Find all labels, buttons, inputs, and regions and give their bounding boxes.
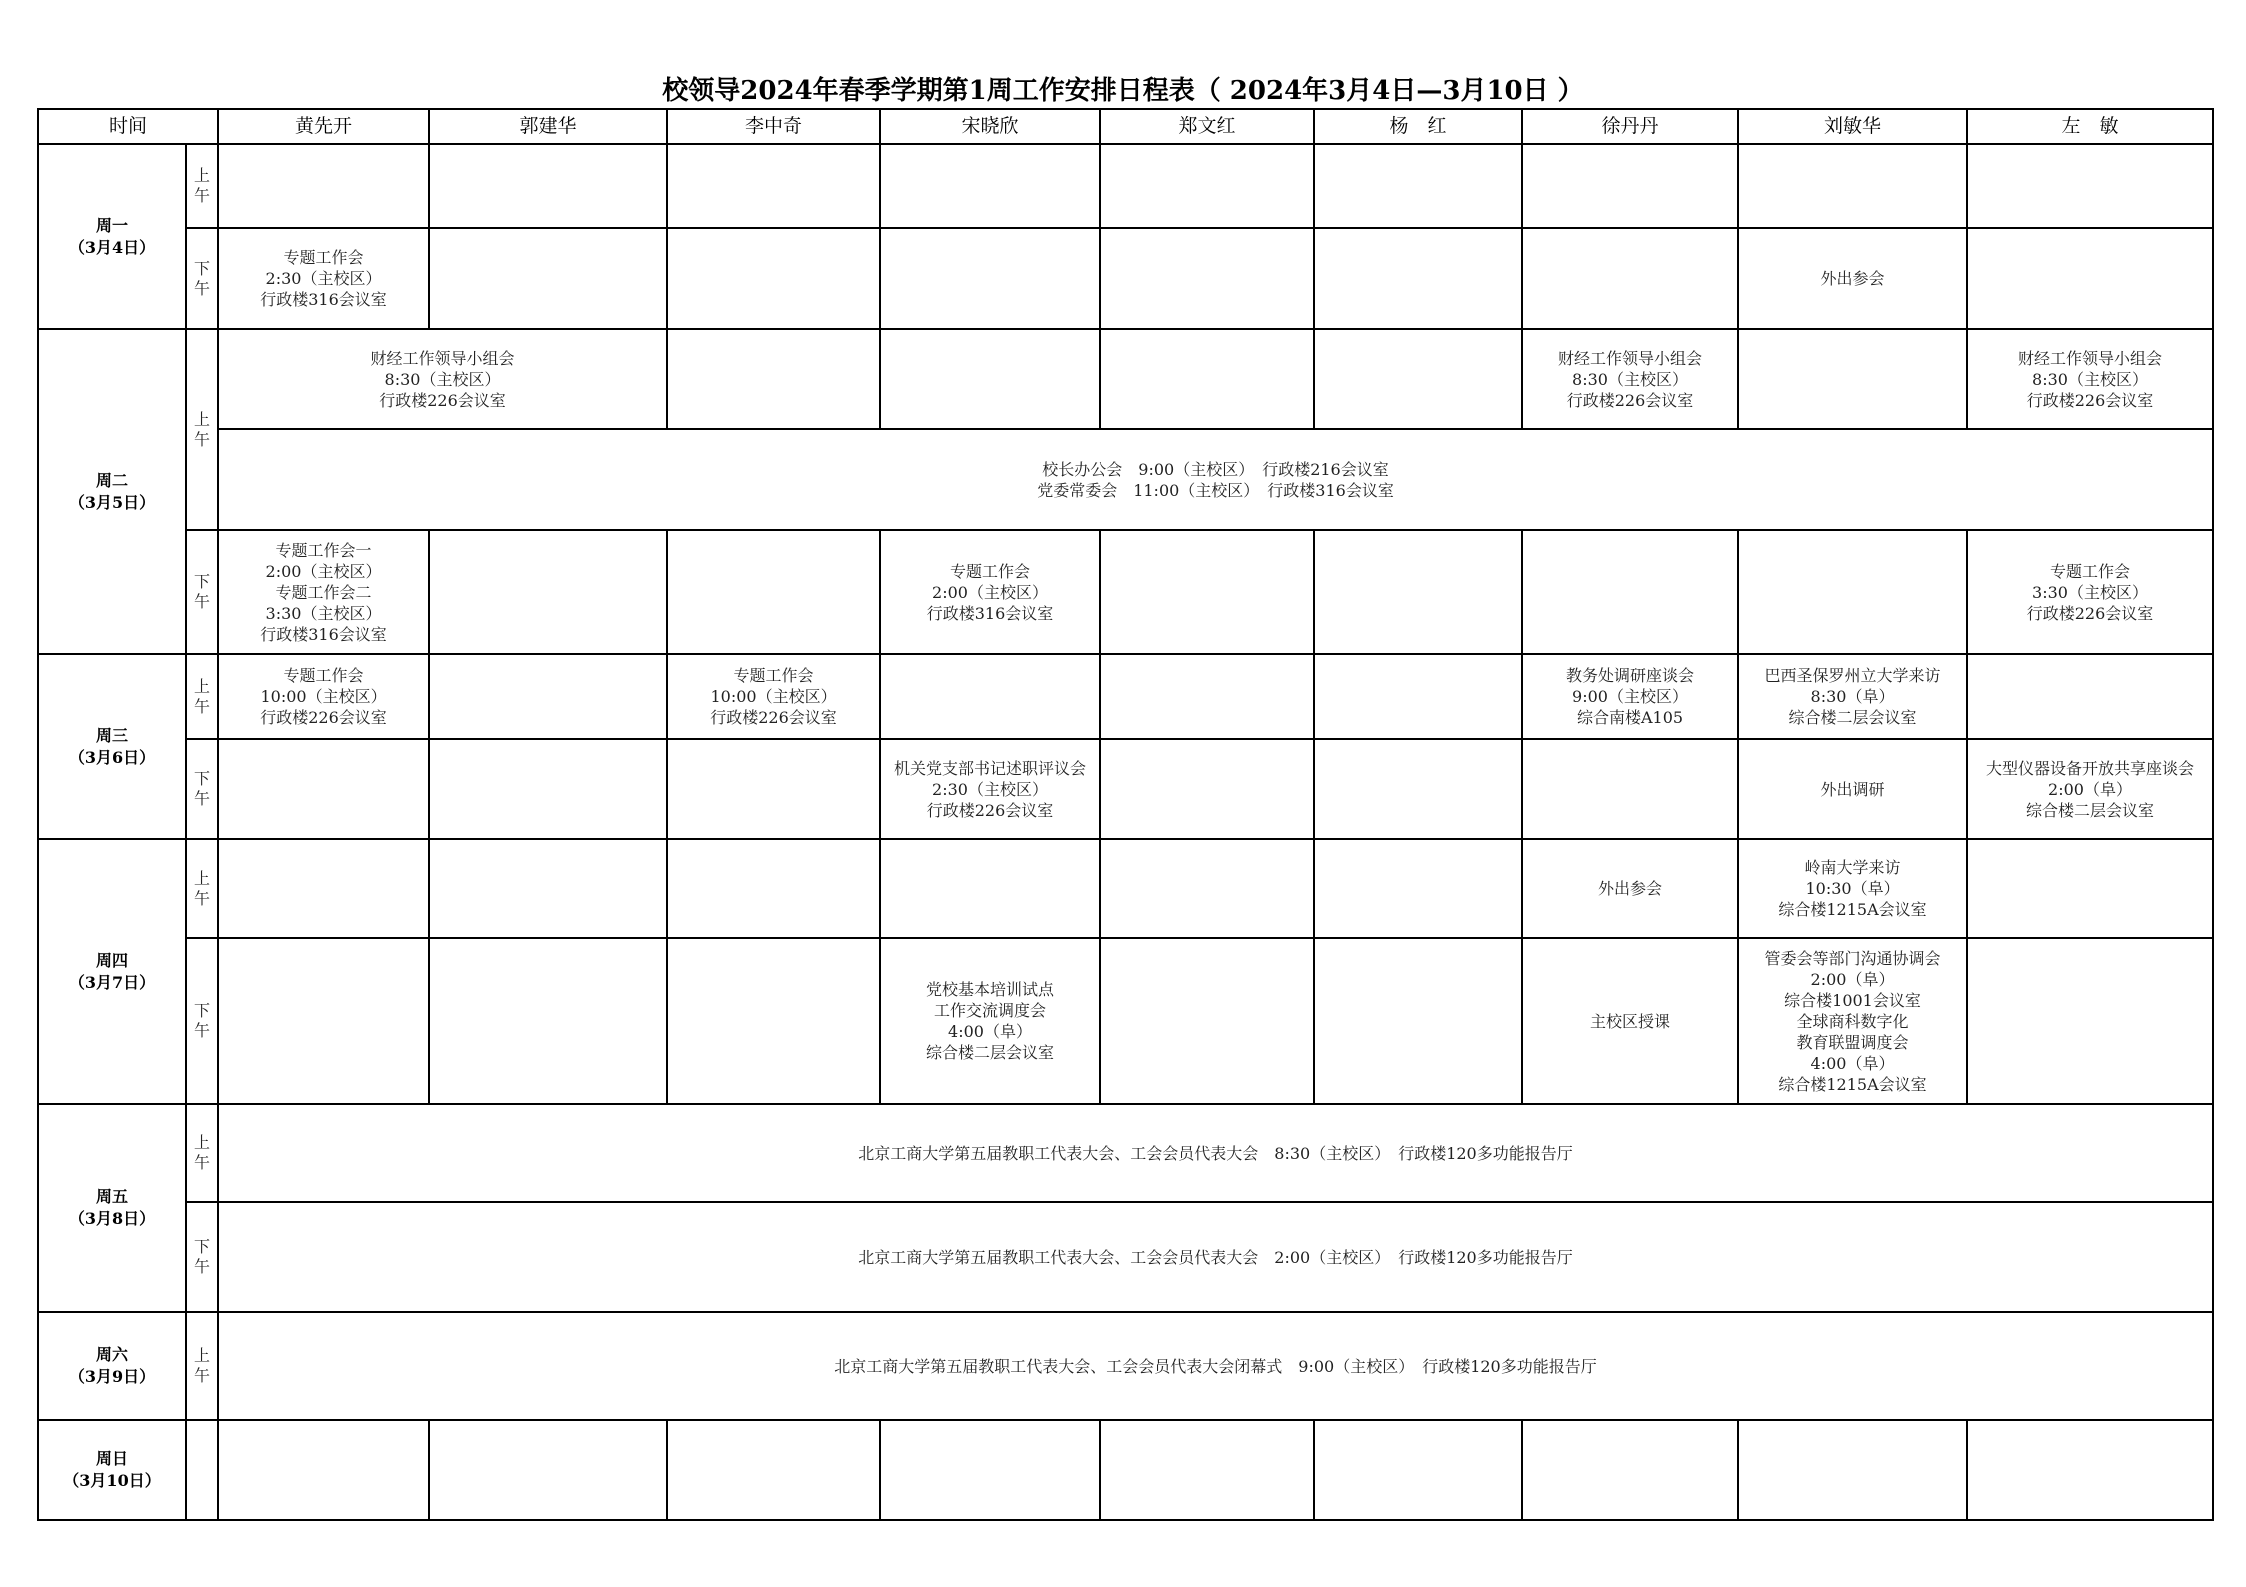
tue-pm-row [38, 530, 2213, 654]
header-row [38, 109, 2213, 144]
schedule-cell [1522, 530, 1738, 654]
event-cell [218, 530, 429, 654]
schedule-cell [1522, 228, 1738, 329]
event-line: 综合楼1215A会议室 [1778, 900, 1927, 919]
event-line: 行政楼316会议室 [260, 624, 387, 644]
event-cell [1522, 654, 1738, 739]
event-line: 2:30（主校区） [265, 269, 382, 288]
schedule-cell [218, 938, 429, 1104]
schedule-cell [1967, 654, 2213, 739]
event-cell [1738, 654, 1967, 739]
am-label: 上 午 [186, 144, 218, 228]
event-line: 10:30（阜） [1805, 879, 1900, 898]
am-label: 上 午 [186, 1312, 218, 1420]
event-cell [1738, 739, 1967, 839]
page-title: 校领导2024年春季学期第1周工作安排日程表（ 2024年3月4日—3月10日 ） [662, 76, 1584, 106]
schedule-cell [1967, 144, 2213, 228]
schedule-cell [1522, 739, 1738, 839]
pm-label: 下 午 [186, 1202, 218, 1312]
schedule-cell [429, 938, 667, 1104]
schedule-cell [1314, 329, 1522, 429]
event-line: 4:00（阜） [948, 1022, 1032, 1041]
event-cell [218, 329, 667, 429]
wed-am-row [38, 654, 2213, 739]
schedule-cell [218, 144, 429, 228]
schedule-cell [880, 228, 1100, 329]
event-line: 2:30（主校区） [932, 779, 1048, 799]
day-cell-mon: 周一 （3月4日） [38, 144, 186, 329]
event-cell [880, 530, 1100, 654]
event-line: 行政楼226会议室 [379, 390, 506, 410]
event-line: 专题工作会二 [275, 582, 372, 602]
schedule-table [37, 108, 2214, 1521]
schedule-cell [880, 839, 1100, 938]
event-line: 9:00（主校区） [1572, 687, 1688, 706]
schedule-cell [218, 739, 429, 839]
event-line: 专题工作会 [283, 666, 364, 685]
event-line: 8:30（主校区） [384, 369, 501, 389]
event-line: 教务处调研座谈会 [1566, 666, 1695, 685]
event-line: 外出参会 [1598, 879, 1663, 898]
header-leader: 宋晓欣 [880, 109, 1100, 144]
event-line: 10:00（主校区） [260, 687, 387, 706]
event-line: 行政楼226会议室 [260, 708, 387, 727]
schedule-cell [1100, 144, 1314, 228]
schedule-cell [667, 938, 880, 1104]
event-line: 大型仪器设备开放共享座谈会 [1986, 758, 2195, 778]
event-line: 财经工作领导小组会 [1558, 348, 1703, 368]
schedule-cell [429, 839, 667, 938]
event-cell-wide [218, 1312, 2213, 1420]
schedule-cell [1738, 1420, 1967, 1520]
schedule-cell [218, 839, 429, 938]
event-line: 专题工作会 [733, 666, 814, 685]
schedule-cell [1314, 530, 1522, 654]
event-line: 教育联盟调度会 [1796, 1032, 1909, 1052]
event-cell [1738, 938, 1967, 1104]
event-line: 党校基本培训试点 [926, 980, 1055, 999]
schedule-cell [1314, 654, 1522, 739]
schedule-cell [1100, 654, 1314, 739]
event-line: 8:30（阜） [1810, 687, 1895, 706]
event-line: 专题工作会 [950, 561, 1031, 581]
event-cell [1967, 530, 2213, 654]
tue-am2-row [38, 429, 2213, 530]
event-line: 北京工商大学第五届教职工代表大会、工会会员代表大会闭幕式 9:00（主校区） 行政楼120多功能报告厅 [834, 1356, 1597, 1376]
event-line: 外出参会 [1820, 269, 1885, 288]
header-leader: 郭建华 [429, 109, 667, 144]
schedule-cell [218, 1420, 429, 1520]
day-cell-thu: 周四 （3月7日） [38, 839, 186, 1104]
event-line: 综合楼二层会议室 [2026, 800, 2155, 820]
event-cell-wide [218, 1104, 2213, 1202]
header-leader: 郑文红 [1100, 109, 1314, 144]
event-line: 财经工作领导小组会 [2018, 348, 2163, 368]
schedule-cell [429, 1420, 667, 1520]
am-label: 上 午 [186, 1104, 218, 1202]
schedule-cell [1100, 739, 1314, 839]
schedule-cell [1738, 144, 1967, 228]
header-leader: 杨 红 [1314, 109, 1522, 144]
event-cell [1967, 329, 2213, 429]
mon-pm-row [38, 228, 2213, 329]
schedule-cell [1314, 938, 1522, 1104]
schedule-cell [1522, 144, 1738, 228]
fri-pm-row [38, 1202, 2213, 1312]
event-line: 工作交流调度会 [934, 1001, 1047, 1020]
schedule-cell [880, 654, 1100, 739]
event-line: 管委会等部门沟通协调会 [1764, 948, 1941, 968]
schedule-cell [1967, 228, 2213, 329]
schedule-cell [1314, 228, 1522, 329]
thu-pm-row [38, 938, 2213, 1104]
schedule-cell [667, 228, 880, 329]
schedule-cell [1100, 329, 1314, 429]
schedule-cell [429, 530, 667, 654]
sat-am-row [38, 1312, 2213, 1420]
event-line: 2:00（主校区） [932, 582, 1048, 602]
header-leader: 李中奇 [667, 109, 880, 144]
schedule-cell [667, 839, 880, 938]
day-cell-sun: 周日 （3月10日） [38, 1420, 186, 1520]
event-line: 专题工作会 [283, 248, 364, 267]
event-line: 4:00（阜） [1810, 1053, 1895, 1073]
schedule-cell [880, 329, 1100, 429]
schedule-cell [429, 739, 667, 839]
event-cell [1967, 739, 2213, 839]
schedule-cell [1100, 530, 1314, 654]
event-cell [1738, 228, 1967, 329]
event-cell [1738, 839, 1967, 938]
event-line: 8:30（主校区） [2032, 369, 2148, 389]
schedule-cell [1967, 938, 2213, 1104]
event-line: 综合楼二层会议室 [1788, 708, 1917, 727]
event-line: 机关党支部书记述职评议会 [894, 758, 1087, 778]
schedule-cell [429, 228, 667, 329]
schedule-cell [1314, 739, 1522, 839]
event-line: 综合楼二层会议室 [926, 1043, 1055, 1062]
pm-label: 下 午 [186, 739, 218, 839]
thu-am-row [38, 839, 2213, 938]
header-time: 时间 [38, 109, 218, 144]
event-line: 行政楼226会议室 [1566, 390, 1694, 410]
event-line: 综合南楼A105 [1576, 708, 1684, 727]
event-line: 3:30（主校区） [265, 603, 382, 623]
event-cell [880, 739, 1100, 839]
event-line: 行政楼226会议室 [710, 708, 837, 727]
event-cell [1522, 839, 1738, 938]
event-line: 北京工商大学第五届教职工代表大会、工会会员代表大会 2:00（主校区） 行政楼120多功能报告厅 [858, 1247, 1573, 1267]
schedule-cell [1314, 839, 1522, 938]
event-line: 党委常委会 11:00（主校区） 行政楼316会议室 [1037, 480, 1394, 500]
schedule-cell [1738, 530, 1967, 654]
am-label: 上 午 [186, 839, 218, 938]
schedule-cell [667, 144, 880, 228]
schedule-cell [1100, 228, 1314, 329]
schedule-cell [667, 329, 880, 429]
event-cell [880, 938, 1100, 1104]
event-line: 行政楼226会议室 [926, 800, 1054, 820]
event-line: 行政楼226会议室 [2026, 390, 2154, 410]
event-cell [218, 654, 429, 739]
header-leader: 左 敏 [1967, 109, 2213, 144]
header-leader: 黄先开 [218, 109, 429, 144]
event-line: 综合楼1001会议室 [1784, 990, 1921, 1010]
event-line: 外出调研 [1820, 779, 1885, 799]
event-line: 专题工作会一 [275, 540, 372, 560]
schedule-cell [667, 739, 880, 839]
schedule-cell [1967, 1420, 2213, 1520]
day-cell-tue: 周二 （3月5日） [38, 329, 186, 654]
ampm-cell [186, 1420, 218, 1520]
event-line: 10:00（主校区） [710, 687, 837, 706]
event-line: 北京工商大学第五届教职工代表大会、工会会员代表大会 8:30（主校区） 行政楼120多功能报告厅 [858, 1143, 1573, 1163]
event-line: 巴西圣保罗州立大学来访 [1764, 666, 1941, 685]
event-cell [1522, 938, 1738, 1104]
event-line: 2:00（主校区） [265, 561, 382, 581]
day-cell-wed: 周三 （3月6日） [38, 654, 186, 839]
event-cell-wide [218, 1202, 2213, 1312]
pm-label: 下 午 [186, 938, 218, 1104]
event-cell-wide [218, 429, 2213, 530]
schedule-cell [429, 654, 667, 739]
event-line: 行政楼316会议室 [926, 603, 1054, 623]
wed-pm-row [38, 739, 2213, 839]
schedule-cell [667, 530, 880, 654]
day-cell-fri: 周五 （3月8日） [38, 1104, 186, 1312]
schedule-cell [1522, 1420, 1738, 1520]
schedule-cell [1100, 938, 1314, 1104]
header-leader: 徐丹丹 [1522, 109, 1738, 144]
pm-label: 下 午 [186, 530, 218, 654]
tue-am1-row [38, 329, 2213, 429]
event-line: 综合楼1215A会议室 [1778, 1074, 1927, 1094]
event-cell [1522, 329, 1738, 429]
schedule-cell [1314, 144, 1522, 228]
event-line: 3:30（主校区） [2032, 582, 2148, 602]
mon-am-row [38, 144, 2213, 228]
event-line: 8:30（主校区） [1572, 369, 1688, 389]
event-line: 行政楼316会议室 [260, 290, 387, 309]
schedule-cell [429, 144, 667, 228]
event-line: 2:00（阜） [2048, 779, 2132, 799]
schedule-cell [880, 1420, 1100, 1520]
am-label: 上 午 [186, 329, 218, 530]
event-line: 校长办公会 9:00（主校区） 行政楼216会议室 [1042, 459, 1389, 479]
event-line: 2:00（阜） [1810, 969, 1895, 989]
sun-row [38, 1420, 2213, 1520]
event-cell [667, 654, 880, 739]
day-cell-sat: 周六 （3月9日） [38, 1312, 186, 1420]
event-cell [218, 228, 429, 329]
event-line: 行政楼226会议室 [2026, 603, 2154, 623]
event-line: 全球商科数字化 [1796, 1011, 1909, 1031]
schedule-cell [1100, 1420, 1314, 1520]
fri-am-row [38, 1104, 2213, 1202]
schedule-cell [880, 144, 1100, 228]
header-leader: 刘敏华 [1738, 109, 1967, 144]
event-line: 主校区授课 [1590, 1011, 1671, 1031]
schedule-cell [1314, 1420, 1522, 1520]
schedule-cell [1967, 839, 2213, 938]
schedule-cell [1100, 839, 1314, 938]
event-line: 岭南大学来访 [1804, 858, 1901, 877]
event-line: 专题工作会 [2050, 561, 2131, 581]
event-line: 财经工作领导小组会 [370, 348, 515, 368]
schedule-cell [1738, 329, 1967, 429]
schedule-cell [667, 1420, 880, 1520]
am-label: 上 午 [186, 654, 218, 739]
pm-label: 下 午 [186, 228, 218, 329]
